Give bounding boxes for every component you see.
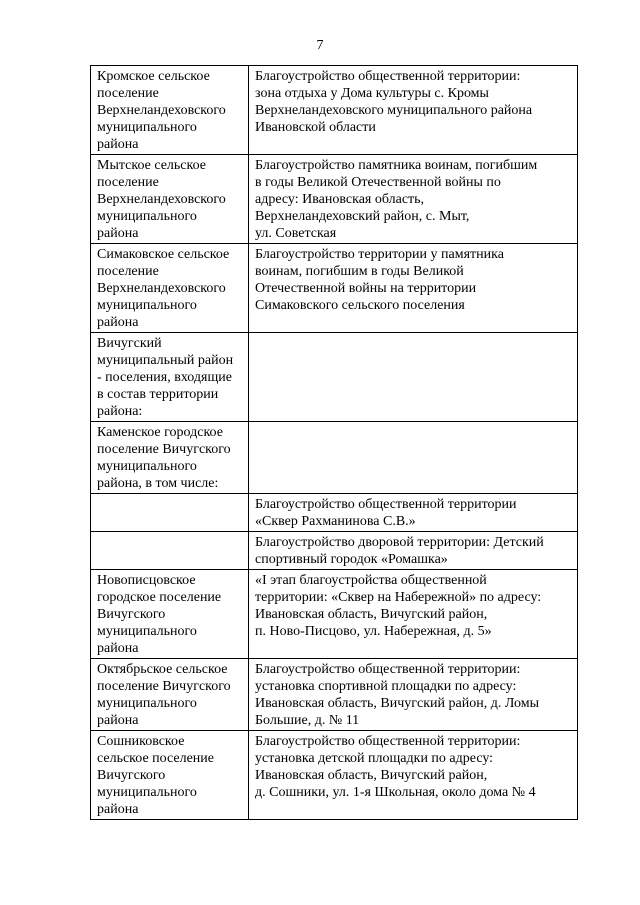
- municipality-cell: [91, 494, 249, 532]
- table-row: [91, 66, 578, 155]
- project-description: Благоустройство дворовой территории: Детский спортивный городок «Ромашка»: [255, 535, 544, 567]
- municipality-name: Кромское сельское поселение Верхнеландеховского муниципального района: [97, 69, 226, 152]
- project-cell: [249, 570, 578, 659]
- table-row: [91, 155, 578, 244]
- project-description: Благоустройство общественной территории: зона отдыха у Дома культуры с. Кромы Верхнеландеховского муниципального района Ивановской области: [255, 69, 533, 135]
- municipality-cell: [91, 333, 249, 422]
- project-cell: [249, 244, 578, 333]
- table-row: [91, 422, 578, 494]
- page-number: 7: [316, 38, 324, 53]
- table-row: [91, 731, 578, 820]
- municipality-cell: [91, 731, 249, 820]
- project-cell: [249, 731, 578, 820]
- municipality-name: Сошниковское сельское поселение Вичугского муниципального района: [97, 734, 214, 817]
- table-row: [91, 570, 578, 659]
- project-description: Благоустройство территории у памятника воинам, погибшим в годы Великой Отечественной войны на территории Симаковского сельского поселения: [255, 247, 504, 313]
- table-row: [91, 494, 578, 532]
- project-cell: [249, 333, 578, 422]
- project-cell: [249, 66, 578, 155]
- municipality-cell: [91, 422, 249, 494]
- municipality-name: Каменское городское поселение Вичугского муниципального района, в том числе:: [97, 425, 231, 491]
- project-description: Благоустройство общественной территории: установка детской площадки по адресу: Ивановская область, Вичугский район, д. Сошники, ул. 1-я Школьная, около дома № 4: [255, 734, 536, 800]
- table-row: [91, 659, 578, 731]
- project-description: Благоустройство памятника воинам, погибшим в годы Великой Отечественной войны по адресу: Ивановская область, Верхнеландеховский район, с. Мыт, ул. Советская: [255, 158, 538, 241]
- municipality-cell: [91, 659, 249, 731]
- table-row: [91, 333, 578, 422]
- municipality-name: Вичугский муниципальный район - поселения, входящие в состав территории района:: [97, 336, 234, 419]
- municipality-cell: [91, 244, 249, 333]
- project-cell: [249, 494, 578, 532]
- project-description: Благоустройство общественной территории: установка спортивной площадки по адресу: Ивановская область, Вичугский район, д. Ломы Большие, д. № 11: [255, 662, 539, 728]
- project-cell: [249, 659, 578, 731]
- municipality-name: Новописцовское городское поселение Вичугского муниципального района: [97, 573, 222, 656]
- municipality-cell: [91, 66, 249, 155]
- project-description: Благоустройство общественной территории «Сквер Рахманинова С.В.»: [255, 497, 517, 529]
- municipality-cell: [91, 570, 249, 659]
- table-row: [91, 532, 578, 570]
- municipality-name: Октябрьское сельское поселение Вичугского муниципального района: [97, 662, 231, 728]
- table-row: [91, 244, 578, 333]
- municipality-name: Мытское сельское поселение Верхнеландеховского муниципального района: [97, 158, 226, 241]
- municipality-name: Симаковское сельское поселение Верхнеландеховского муниципального района: [97, 247, 230, 330]
- project-cell: [249, 155, 578, 244]
- improvement-projects-table: [90, 65, 578, 820]
- project-cell: [249, 422, 578, 494]
- project-description: «I этап благоустройства общественной территории: «Сквер на Набережной» по адресу: Ивановская область, Вичугский район, п. Ново-Писцово, ул. Набережная, д. 5»: [255, 573, 542, 639]
- municipality-cell: [91, 532, 249, 570]
- municipality-cell: [91, 155, 249, 244]
- project-cell: [249, 532, 578, 570]
